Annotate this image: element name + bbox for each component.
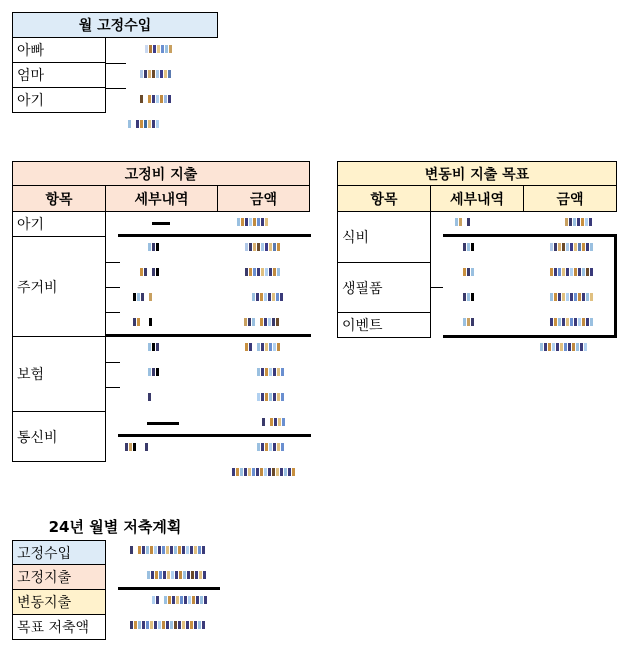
income-title: 월 고정수입 [12,12,218,38]
redacted-amount [237,218,269,228]
income-row-label: 아빠 [12,38,106,63]
redacted-detail [125,443,149,453]
redacted-value [147,571,207,581]
redacted-amount [257,368,285,378]
redacted-amount [550,243,594,253]
redacted-amount [565,218,593,228]
redacted-value [130,546,206,556]
variable-header-detail: 세부내역 [431,186,524,212]
redacted-detail [133,293,153,303]
variable-group-label: 식비 [337,212,431,263]
variable-group-label: 생필품 [337,263,431,313]
redacted-amount [262,418,286,428]
redacted-amount [540,343,588,353]
redacted-detail [148,368,160,378]
fixed-group-label: 주거비 [12,237,106,337]
redacted-value [145,45,173,55]
redacted-detail [455,218,471,228]
redacted-amount [550,293,594,303]
income-row-label: 아기 [12,88,106,113]
redacted-detail [147,422,179,425]
fixed-group-label: 통신비 [12,412,106,462]
redacted-detail [140,268,160,278]
redacted-amount [245,343,281,353]
redacted-amount [245,268,281,278]
fixed-header-item: 항목 [12,186,106,212]
divider [106,88,126,89]
plan-row-label: 목표 저축액 [12,615,106,640]
redacted-amount [232,468,296,478]
fixed-group-label: 보험 [12,337,106,412]
redacted-detail [463,243,475,253]
plan-row-label: 고정수입 [12,540,106,565]
divider [106,312,120,313]
plan-row-label: 고정지출 [12,565,106,590]
thick-rule [443,335,617,338]
thick-rule [118,234,311,237]
redacted-detail [148,393,152,403]
thick-rule [106,334,311,337]
redacted-amount [550,268,594,278]
variable-header-amount: 금액 [524,186,617,212]
redacted-amount [245,243,281,253]
divider [106,262,120,263]
divider [106,362,120,363]
thick-rule [118,587,220,590]
plan-title: 24년 월별 저축계획 [48,517,182,536]
redacted-detail [133,318,153,328]
divider [106,387,120,388]
divider [431,287,443,288]
redacted-amount [550,318,594,328]
redacted-detail [463,293,475,303]
income-row-label: 엄마 [12,63,106,88]
variable-title: 변동비 지출 목표 [337,161,617,186]
redacted-detail [152,222,170,225]
redacted-value [130,621,206,631]
redacted-detail [148,343,160,353]
redacted-amount [257,393,285,403]
redacted-amount [257,443,285,453]
thick-rule [118,434,311,437]
divider [106,287,120,288]
thick-rule [443,234,617,237]
redacted-value [152,596,208,606]
redacted-detail [463,268,475,278]
divider [106,63,126,64]
fixed-group-label: 아기 [12,212,106,237]
variable-header-item: 항목 [337,186,431,212]
fixed-header-detail: 세부내역 [106,186,218,212]
fixed-header-amount: 금액 [218,186,310,212]
redacted-detail [463,318,475,328]
redacted-amount [244,318,280,328]
variable-group-label: 이벤트 [337,313,431,338]
redacted-value [140,95,172,105]
redacted-detail [148,243,160,253]
thick-rule [614,234,617,338]
fixed-title: 고정비 지출 [12,161,310,186]
redacted-value [140,70,172,80]
plan-row-label: 변동지출 [12,590,106,615]
redacted-amount [252,293,284,303]
redacted-value [128,120,160,130]
